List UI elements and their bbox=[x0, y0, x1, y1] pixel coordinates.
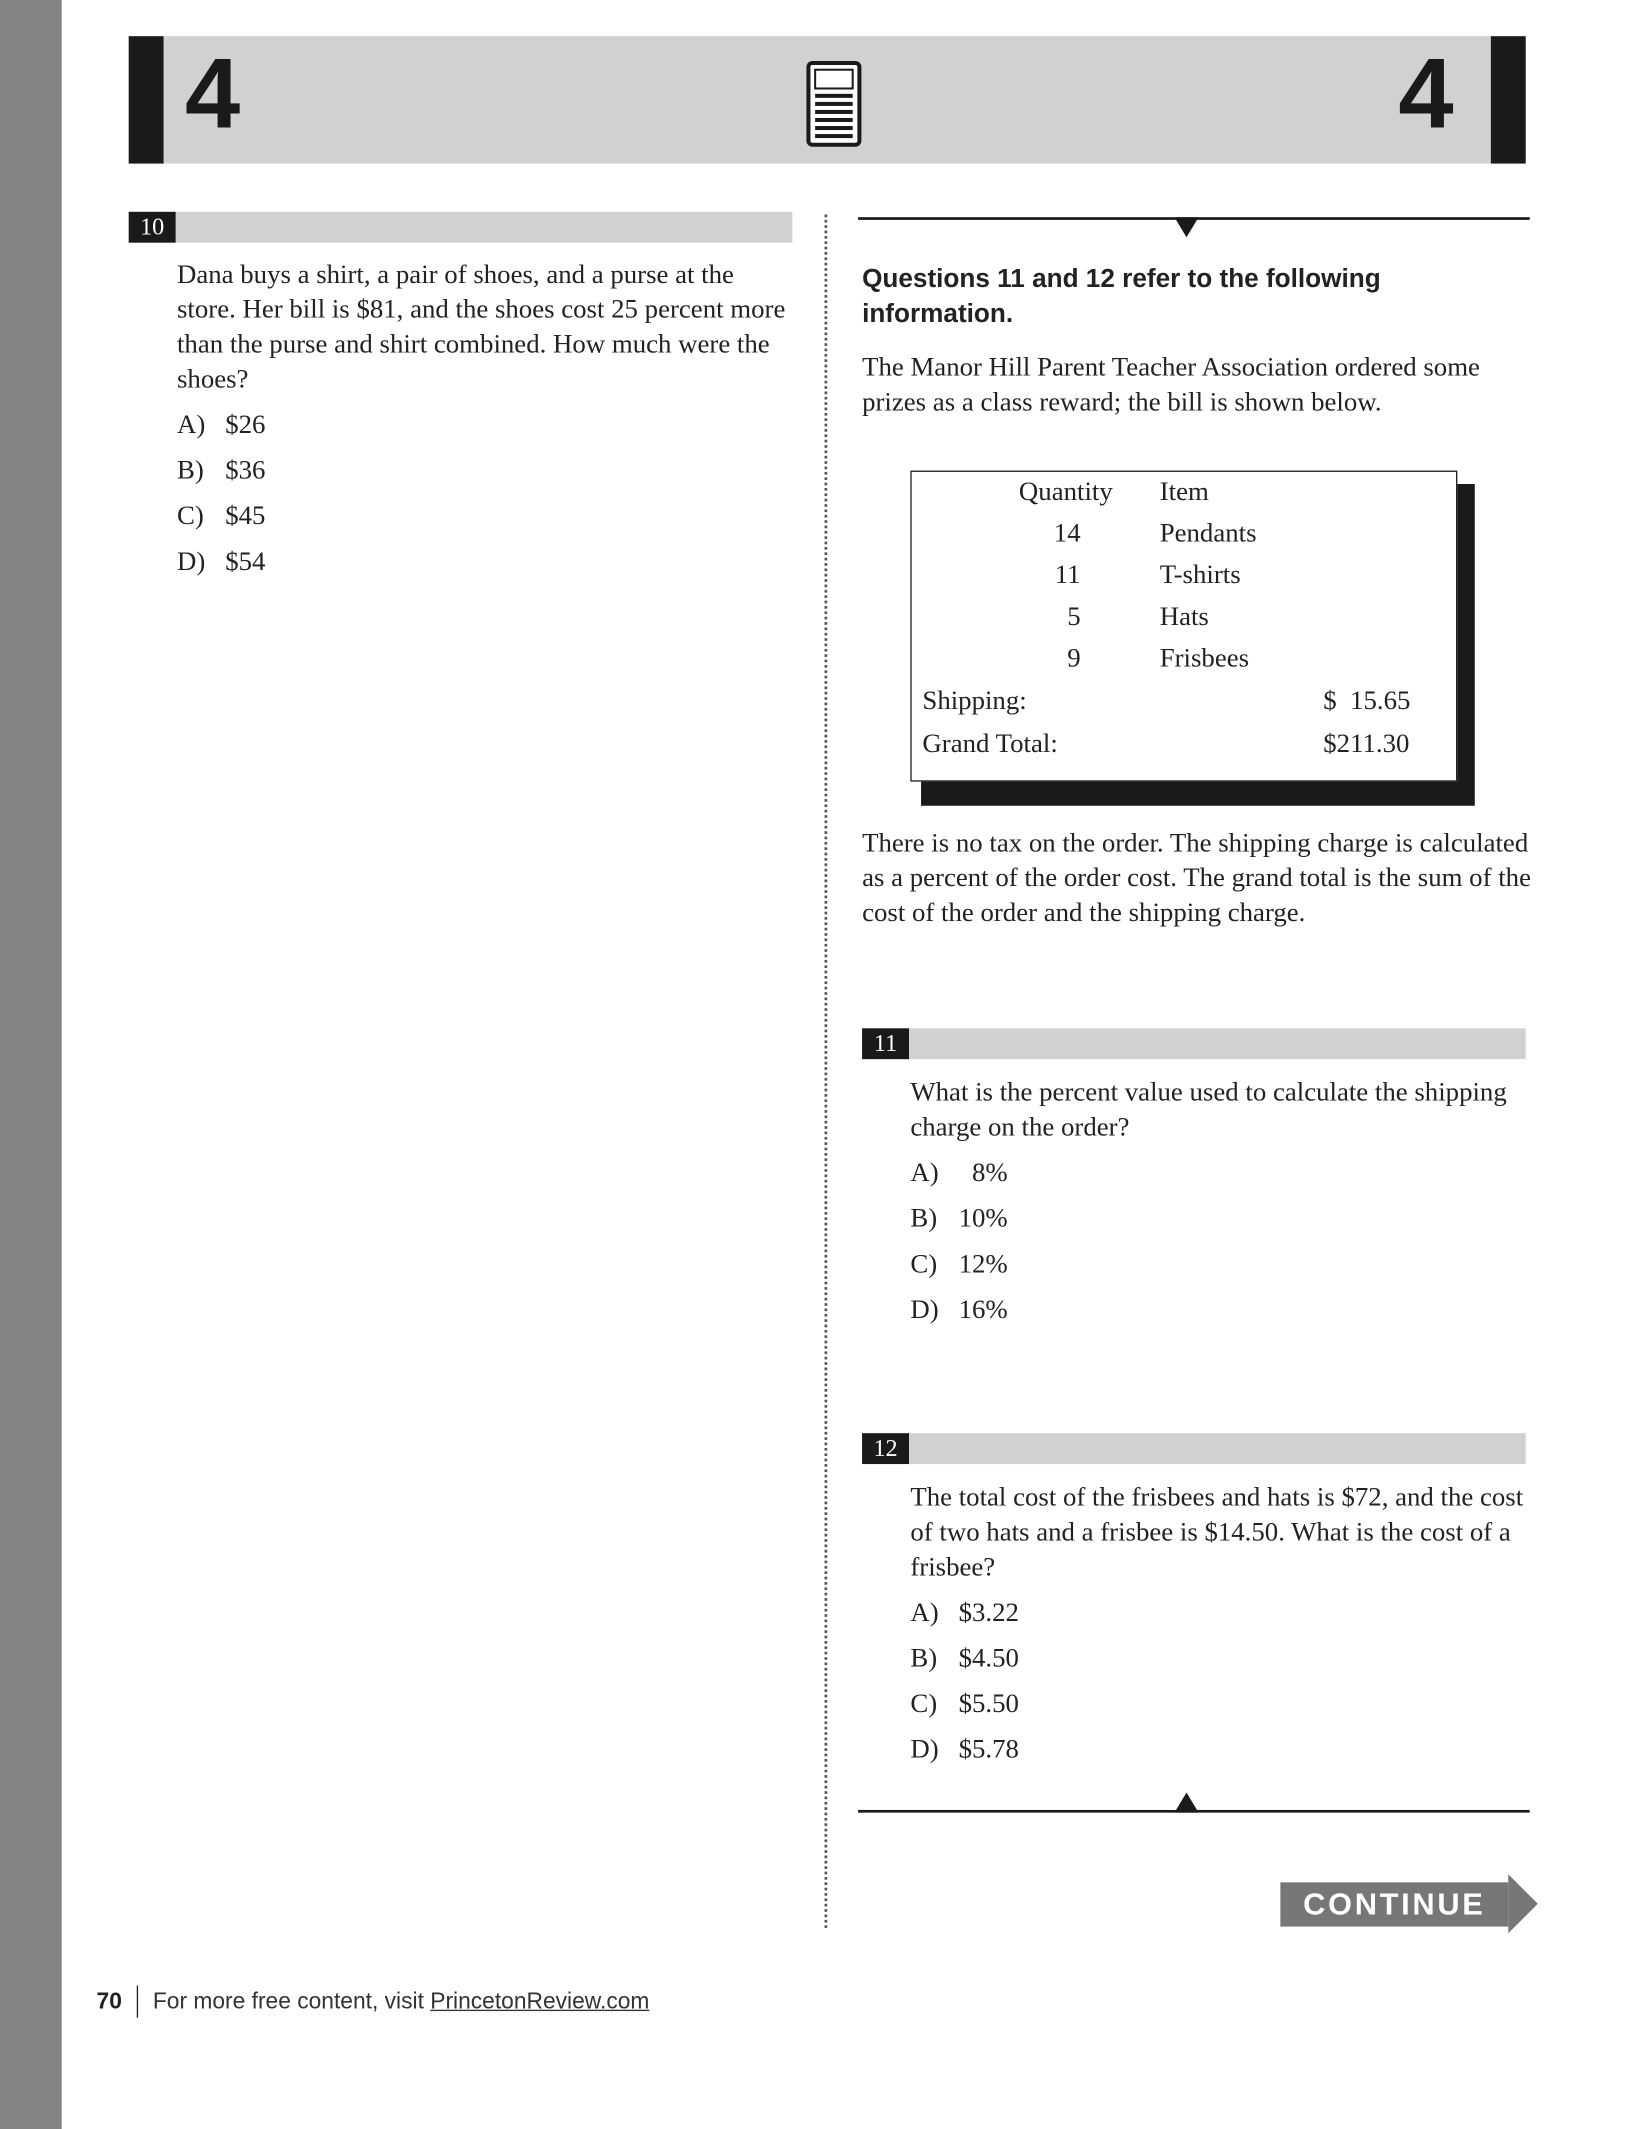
question-number: 11 bbox=[862, 1028, 909, 1059]
question-10-text: Dana buys a shirt, a pair of shoes, and a purse at the store. Her bill is $81, and the shoes cost 25 percent more than the purse and shirt combined. How much were the shoes? bbox=[176, 260, 786, 395]
column-divider bbox=[825, 215, 828, 1928]
passage-header-block bbox=[862, 261, 1532, 419]
section-number-right: 4 bbox=[1398, 37, 1454, 149]
triangle-down-icon bbox=[1174, 217, 1198, 237]
qty-cell: 14 bbox=[1053, 518, 1081, 549]
page-number: 70 bbox=[96, 1988, 122, 2014]
choice-value: $26 bbox=[225, 410, 266, 440]
choice-value: $36 bbox=[225, 455, 266, 486]
question-12-text: The total cost of the frisbees and hats is $72, and the cost of two hats and a frisbee is $14.50. What is the cost of a frisbee? bbox=[910, 1482, 1524, 1583]
choice-value: 12% bbox=[958, 1249, 1008, 1280]
item-cell: Frisbees bbox=[1159, 643, 1250, 674]
choice-letter: D) bbox=[176, 547, 206, 577]
continue-arrow-icon bbox=[1508, 1874, 1537, 1933]
passage-heading: Questions 11 and 12 refer to the following information. bbox=[862, 264, 1381, 329]
choice-c[interactable] bbox=[910, 1247, 1529, 1293]
col-item-header: Item bbox=[1159, 477, 1209, 507]
grand-total-label: Grand Total: bbox=[922, 729, 1058, 759]
calculator-icon bbox=[806, 60, 862, 147]
choice-a[interactable] bbox=[910, 1595, 1529, 1641]
choice-c[interactable] bbox=[177, 499, 796, 545]
shipping-label: Shipping: bbox=[922, 686, 1027, 716]
choice-value: $54 bbox=[225, 547, 266, 577]
choice-d[interactable] bbox=[910, 1292, 1529, 1338]
choice-value: $3.22 bbox=[958, 1598, 1019, 1628]
passage-intro: The Manor Hill Parent Teacher Association ordered some prizes as a class reward; the bill is shown below. bbox=[862, 352, 1480, 417]
col-quantity-header: Quantity bbox=[1018, 477, 1113, 507]
footer-separator bbox=[137, 1986, 138, 2018]
choice-letter: C) bbox=[176, 501, 204, 531]
triangle-up-icon bbox=[1174, 1793, 1198, 1813]
choice-value: $4.50 bbox=[958, 1643, 1019, 1674]
question-11-choices bbox=[910, 1156, 1529, 1338]
choice-value: $5.78 bbox=[958, 1734, 1019, 1765]
choice-letter: C) bbox=[910, 1249, 938, 1280]
grand-total-value: $211.30 bbox=[1323, 729, 1410, 759]
choice-a[interactable] bbox=[177, 408, 796, 454]
choice-letter: B) bbox=[176, 455, 204, 486]
question-10 bbox=[177, 257, 796, 589]
question-11-text: What is the percent value used to calculate the shipping charge on the order? bbox=[910, 1077, 1507, 1143]
choice-d[interactable] bbox=[910, 1732, 1529, 1778]
question-number: 10 bbox=[129, 212, 176, 243]
header-bar-right bbox=[1491, 36, 1526, 163]
choice-letter: A) bbox=[910, 1598, 939, 1628]
choice-letter: C) bbox=[910, 1689, 938, 1719]
choice-b[interactable] bbox=[177, 453, 796, 499]
choice-a[interactable] bbox=[910, 1156, 1529, 1202]
qty-cell: 9 bbox=[1067, 643, 1081, 674]
question-10-header bbox=[129, 212, 793, 243]
choice-b[interactable] bbox=[910, 1201, 1529, 1247]
header-bar-left bbox=[129, 36, 164, 163]
question-11-header bbox=[862, 1028, 1526, 1059]
bill-table bbox=[910, 471, 1457, 782]
choice-d[interactable] bbox=[177, 544, 796, 590]
question-12 bbox=[910, 1480, 1529, 1778]
item-cell: Pendants bbox=[1159, 518, 1257, 549]
qty-cell: 5 bbox=[1067, 601, 1081, 632]
choice-value: 8% bbox=[958, 1158, 1008, 1188]
choice-letter: D) bbox=[910, 1734, 939, 1765]
choice-letter: A) bbox=[176, 410, 206, 440]
shipping-value: $ 15.65 bbox=[1323, 686, 1411, 716]
question-12-choices bbox=[910, 1595, 1529, 1777]
item-cell: Hats bbox=[1159, 601, 1209, 632]
choice-letter: B) bbox=[910, 1643, 938, 1674]
question-10-choices bbox=[177, 408, 796, 590]
question-11 bbox=[910, 1075, 1529, 1338]
passage-outro: There is no tax on the order. The shipping charge is calculated as a percent of the order cost. The grand total is the sum of the cost of the order and the shipping charge. bbox=[862, 828, 1531, 928]
question-12-header bbox=[862, 1433, 1526, 1464]
section-number-left: 4 bbox=[185, 37, 241, 149]
footer-text bbox=[153, 1988, 650, 2015]
page-edge-tab bbox=[0, 0, 62, 2129]
choice-value: $45 bbox=[225, 501, 266, 531]
choice-value: 16% bbox=[958, 1295, 1008, 1325]
choice-letter: D) bbox=[910, 1295, 939, 1325]
choice-value: 10% bbox=[958, 1203, 1008, 1234]
choice-letter: B) bbox=[910, 1203, 938, 1234]
choice-c[interactable] bbox=[910, 1687, 1529, 1733]
footer-label: For more free content, visit bbox=[152, 1988, 431, 2014]
princeton-review-link[interactable]: PrincetonReview.com bbox=[430, 1988, 650, 2014]
qty-cell: 11 bbox=[1054, 560, 1081, 590]
choice-letter: A) bbox=[910, 1158, 939, 1188]
item-cell: T-shirts bbox=[1159, 560, 1241, 590]
choice-value: $5.50 bbox=[958, 1689, 1019, 1719]
choice-b[interactable] bbox=[910, 1641, 1529, 1687]
question-number: 12 bbox=[862, 1433, 909, 1464]
continue-button[interactable]: CONTINUE bbox=[1280, 1882, 1508, 1926]
